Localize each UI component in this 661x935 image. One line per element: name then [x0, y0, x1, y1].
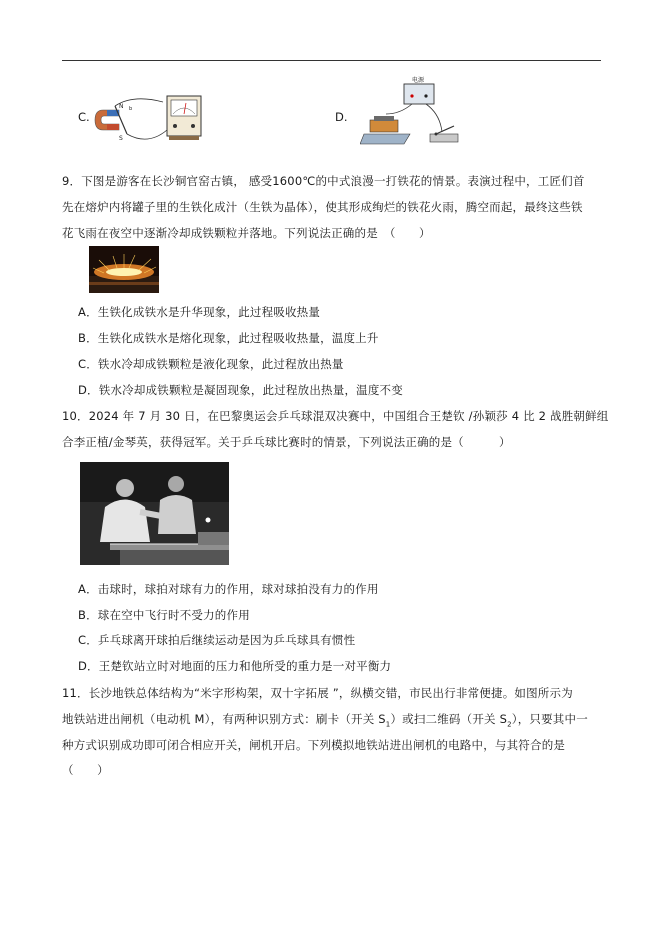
q9-stem-line-2: 先在熔炉内将罐子里的生铁化成汁（生铁为晶体），使其形成绚烂的铁花火雨，腾空而起，最终这些铁: [62, 200, 583, 214]
q11-stem-line-2: 地铁站进出闸机（电动机 M），有两种识别方式：刷卡（开关 $S_1$）或扫二维码（开关 $S_2$），只要其中一: [62, 712, 588, 729]
power-coil-figure: [360, 74, 465, 156]
q10-option-d: D．王楚钦站立时对地面的压力和他所受的重力是一对平衡力: [78, 659, 392, 673]
q10-stem-line-1: 10．2024 年 7 月 30 日，在巴黎奥运会乒乓球混双决赛中，中国组合王楚钦 /孙颖莎 4 比 2 战胜朝鲜组: [62, 409, 609, 423]
q10-stem-line-2: 合李正植/金琴英，获得冠军。关于乒乓球比赛时的情景，下列说法正确的是（ ）: [62, 435, 511, 449]
q10-option-a: A．击球时，球拍对球有力的作用，球对球拍没有力的作用: [78, 582, 379, 596]
q9-option-c: C．铁水冷却成铁颗粒是液化现象，此过程放出热量: [78, 357, 344, 371]
option-d-label: D.: [335, 110, 348, 124]
svg-text:电源: 电源: [412, 77, 425, 84]
table-tennis-photo: [80, 462, 229, 565]
q9-option-a: A．生铁化成铁水是升华现象，此过程吸收热量: [78, 305, 321, 319]
header-rule: [62, 60, 601, 61]
q9-option-d: D．铁水冷却成铁颗粒是凝固现象，此过程放出热量，温度不变: [78, 383, 403, 397]
q10-option-c: C．乒乓球离开球拍后继续运动是因为乒乓球具有惯性: [78, 633, 356, 647]
q9-stem-line-3: 花飞雨在夜空中逐渐冷却成铁颗粒并落地。下列说法正确的是 （ ）: [62, 226, 431, 240]
q11-stem-line-1: 11．长沙地铁总体结构为“米字形构架，双十字拓展 ”，纵横交错，市民出行非常便捷。如图所示为: [62, 686, 573, 700]
q9-option-b: B．生铁化成铁水是熔化现象，此过程吸收热量，温度上升: [78, 331, 379, 345]
iron-flower-photo: [89, 246, 159, 293]
q9-stem-line-1: 9．下图是游客在长沙铜官窑古镇， 感受1600℃的中式浪漫一打铁花的情景。表演过程中，工匠们首: [62, 174, 585, 188]
svg-text:S: S: [119, 135, 123, 142]
magnet-galvanometer-figure: [93, 90, 205, 152]
q11-stem-line-4: （ ）: [62, 763, 109, 777]
q11-stem-line-3: 种方式识别成功即可闭合相应开关，闸机开启。下列模拟地铁站进出闸机的电路中，与其符合的是: [62, 738, 566, 752]
q10-option-b: B．球在空中飞行时不受力的作用: [78, 608, 250, 622]
option-c-label: C.: [78, 110, 90, 124]
svg-text:b: b: [129, 106, 133, 112]
svg-text:N: N: [119, 103, 124, 110]
